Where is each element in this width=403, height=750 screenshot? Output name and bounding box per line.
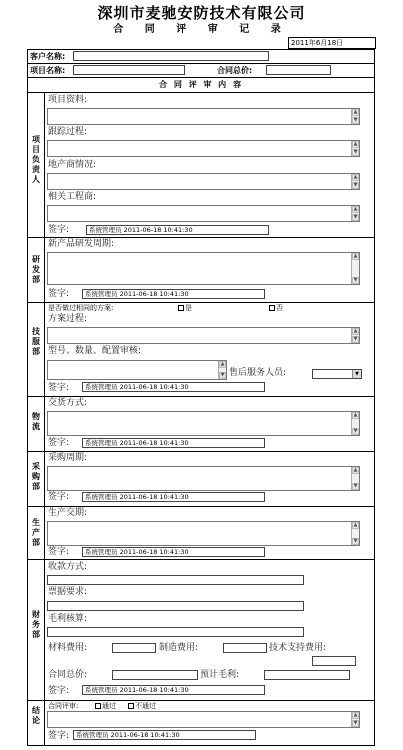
invoice-label: 票据要求:	[48, 587, 88, 597]
pm-textarea[interactable]: ▲ ▼	[47, 140, 360, 157]
sign-label: 签字:	[48, 547, 70, 557]
purchase-textarea[interactable]: ▲ ▼	[47, 466, 360, 491]
checkbox-yes[interactable]	[178, 305, 184, 311]
option-pass[interactable]: 通过	[95, 702, 116, 711]
form-title: 合 同 评 审 记 录	[113, 24, 290, 35]
sign-label: 签字:	[48, 438, 70, 448]
pm-field-label: 地产商情况:	[48, 160, 97, 170]
pm-textarea[interactable]: ▲ ▼	[47, 205, 360, 222]
divider	[27, 77, 375, 78]
project-label: 项目名称:	[30, 66, 66, 75]
after-sales-label: 售后服务人员:	[229, 368, 287, 378]
tech-question: 是否做过相同的方案:	[48, 304, 114, 312]
sign-label: 签字:	[48, 731, 70, 741]
logistics-field-label: 交货方式:	[48, 398, 88, 408]
date-field[interactable]: 2011年6月18日	[288, 37, 376, 49]
conclusion-textarea[interactable]: ▲ ▼	[47, 711, 360, 728]
total-label: 合同总价:	[217, 66, 253, 75]
section-title-conclusion: 结 论	[32, 706, 40, 725]
sign-label: 签字:	[48, 686, 70, 696]
rd-sign-field[interactable]: 系统管理员 2011-06-18 10:41:30	[82, 289, 265, 299]
review-label: 合同评审:	[48, 702, 79, 710]
pm-field-label: 相关工程商:	[48, 192, 97, 202]
column-divider	[44, 92, 45, 746]
tech-textarea[interactable]: ▲ ▼	[47, 327, 360, 344]
tech-support-label: 技术支持费用:	[269, 643, 327, 653]
total-input[interactable]	[266, 65, 331, 75]
section-title-tech: 技 服 部	[32, 327, 40, 356]
tech-sign-field[interactable]: 系统管理员 2011-06-18 10:41:30	[82, 382, 265, 392]
finance-sign-field[interactable]: 系统管理员 2011-06-18 10:41:30	[82, 685, 265, 695]
sign-label: 签字:	[48, 383, 70, 393]
production-field-label: 生产交期:	[48, 508, 88, 518]
purchase-sign-field[interactable]: 系统管理员 2011-06-18 10:41:30	[82, 492, 265, 502]
review-header: 合 同 评 审 内 容	[159, 80, 243, 89]
rd-textarea[interactable]: ▲ ▼	[47, 252, 360, 285]
divider	[27, 396, 375, 397]
section-title-pm: 项 目 负 责 人	[32, 135, 40, 184]
divider	[27, 451, 375, 452]
divider	[27, 237, 375, 238]
company-title: 深圳市麦驰安防技术有限公司	[97, 4, 306, 22]
checkbox-fail[interactable]	[128, 703, 134, 709]
sign-label: 签字:	[48, 492, 70, 502]
sign-label: 签字:	[48, 225, 70, 235]
material-label: 材料费用:	[48, 643, 88, 653]
customer-label: 客户名称:	[30, 52, 66, 61]
customer-input[interactable]	[73, 51, 269, 61]
after-sales-select[interactable]	[312, 369, 362, 379]
est-margin-label: 预计毛利:	[200, 670, 240, 680]
checkbox-no[interactable]	[269, 305, 275, 311]
tech-support-input[interactable]	[312, 656, 356, 666]
manufacture-input[interactable]	[223, 643, 267, 653]
pm-field-label: 项目资料:	[48, 95, 88, 105]
project-input[interactable]	[73, 65, 185, 75]
divider	[27, 506, 375, 507]
contract-total-input[interactable]	[112, 670, 198, 680]
divider	[27, 700, 375, 701]
tech-config-textarea[interactable]: ▲ ▼	[47, 360, 227, 380]
margin-input[interactable]	[47, 627, 304, 637]
option-fail[interactable]: 不通过	[128, 702, 156, 711]
invoice-input[interactable]	[47, 601, 304, 611]
logistics-sign-field[interactable]: 系统管理员 2011-06-18 10:41:30	[82, 438, 265, 448]
checkbox-pass[interactable]	[95, 703, 101, 709]
production-textarea[interactable]: ▲ ▼	[47, 521, 360, 546]
pm-sign-field[interactable]: 系统管理员 2011-06-18 10:41:30	[86, 225, 269, 235]
divider	[27, 559, 375, 560]
rd-field-label: 新产品研发周期:	[48, 239, 115, 249]
contract-total-label: 合同总价:	[48, 670, 88, 680]
pm-textarea[interactable]: ▲ ▼	[47, 173, 360, 190]
divider	[27, 92, 375, 93]
pm-field-label: 跟踪过程:	[48, 127, 88, 137]
divider	[27, 302, 375, 303]
option-no[interactable]: 否	[269, 304, 283, 313]
production-sign-field[interactable]: 系统管理员 2011-06-18 10:41:30	[82, 547, 265, 557]
sign-label: 签字:	[48, 289, 70, 299]
margin-label: 毛利核算:	[48, 614, 88, 624]
est-margin-input[interactable]	[264, 670, 350, 680]
section-title-rd: 研 发 部	[32, 255, 40, 284]
tech-field-label: 方案过程:	[48, 314, 88, 324]
section-title-logistics: 物 流	[32, 412, 40, 431]
section-title-finance: 财 务 部	[32, 610, 40, 639]
option-yes[interactable]: 是	[178, 304, 192, 313]
pm-textarea[interactable]: ▲ ▼	[47, 108, 360, 125]
divider	[27, 63, 375, 64]
section-title-purchase: 采 购 部	[32, 462, 40, 491]
payment-label: 收款方式:	[48, 562, 88, 572]
logistics-textarea[interactable]: ▲ ▼	[47, 411, 360, 436]
payment-input[interactable]	[47, 575, 304, 585]
material-input[interactable]	[112, 643, 156, 653]
conclusion-sign-field[interactable]: 系统管理员 2011-06-18 10:41:30	[73, 730, 256, 740]
chevron-down-icon[interactable]: ▼	[352, 370, 361, 378]
manufacture-label: 制造费用:	[159, 643, 199, 653]
tech-field-label: 型号、数量、配置审核:	[48, 346, 142, 356]
purchase-field-label: 采购周期:	[48, 453, 88, 463]
section-title-production: 生 产 部	[32, 518, 40, 547]
